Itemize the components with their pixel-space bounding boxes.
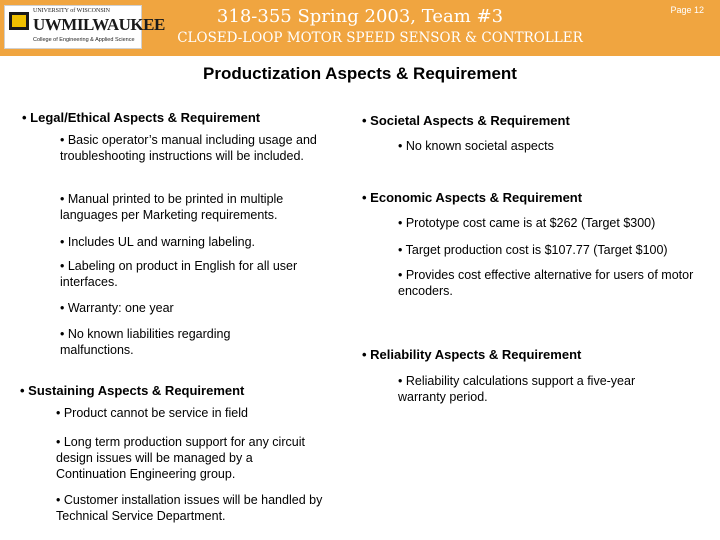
- header-banner: [0, 0, 720, 56]
- economic-item: • Prototype cost came is at $262 (Target $300): [398, 216, 656, 230]
- page-number: Page 12: [670, 5, 704, 15]
- logo-university-text: UNIVERSITY of WISCONSIN: [33, 8, 110, 14]
- shield-icon: [9, 12, 29, 30]
- university-logo: [4, 5, 165, 49]
- course-title: 318-355 Spring 2003, Team #3: [216, 6, 504, 27]
- sustaining-item: • Long term production support for any circuit design issues will be managed by a Continuation Engineering group.: [56, 435, 305, 481]
- sustaining-heading: • Sustaining Aspects & Requirement: [20, 383, 245, 398]
- reliability-heading: • Reliability Aspects & Requirement: [362, 347, 582, 362]
- legal-item: • Warranty: one year: [60, 301, 174, 315]
- reliability-item: • Reliability calculations support a five-year warranty period.: [398, 374, 636, 404]
- societal-item: • No known societal aspects: [398, 139, 554, 153]
- page-title: Productization Aspects & Requirement: [203, 64, 517, 83]
- legal-item: • Manual printed to be printed in multiple languages per Marketing requirements.: [60, 192, 284, 222]
- logo-college-text: College of Engineering & Applied Science: [33, 37, 135, 43]
- project-subtitle: CLOSED-LOOP MOTOR SPEED SENSOR & CONTROLLER: [177, 30, 583, 46]
- logo-uwm-text: UWMILWAUKEE: [33, 15, 165, 34]
- economic-item: • Target production cost is $107.77 (Target $100): [398, 243, 668, 257]
- legal-item: • Labeling on product in English for all user interfaces.: [60, 259, 298, 289]
- legal-item: • Includes UL and warning labeling.: [60, 235, 256, 249]
- legal-item: • Basic operator’s manual including usage and troubleshooting instructions will be included.: [60, 133, 317, 163]
- economic-heading: • Economic Aspects & Requirement: [362, 190, 583, 205]
- legal-heading: • Legal/Ethical Aspects & Requirement: [22, 110, 261, 125]
- sustaining-item: • Product cannot be service in field: [56, 406, 248, 420]
- economic-item: • Provides cost effective alternative for users of motor encoders.: [398, 268, 694, 298]
- societal-heading: • Societal Aspects & Requirement: [362, 113, 570, 128]
- sustaining-item: • Customer installation issues will be handled by Technical Service Department.: [56, 493, 323, 523]
- legal-item: • No known liabilities regarding malfunctions.: [60, 327, 231, 357]
